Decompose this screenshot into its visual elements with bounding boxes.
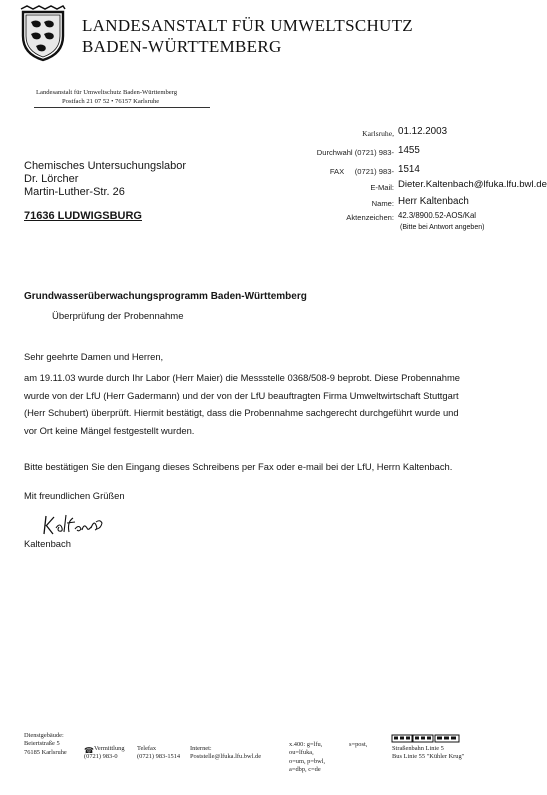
fax-value: 1514 [398, 164, 420, 175]
organization-name-line2: BADEN-WÜRTTEMBERG [82, 37, 282, 56]
paragraph1-line3: (Herr Schubert) überprüft. Hiermit bestätigt, dass die Probennahme sachgerecht durchgeführt wurde und [24, 407, 459, 418]
sender-address-line2: Postfach 21 07 52 • 76157 Karlsruhe [62, 98, 160, 105]
closing: Mit freundlichen Grüßen [24, 490, 125, 501]
date-value: 01.12.2003 [398, 126, 448, 137]
salutation: Sehr geehrte Damen und Herren, [24, 351, 164, 362]
email-label: E-Mail: [370, 183, 394, 192]
handwritten-signature [40, 512, 106, 538]
telephone-icon: ☎ [84, 746, 94, 755]
date-label: Karlsruhe, [362, 129, 394, 138]
recipient-line1: Chemisches Untersuchungslabor [24, 160, 187, 172]
sender-address-line1: Landesanstalt für Umweltschutz Baden-Württemberg [36, 89, 178, 96]
recipient-city: 71636 LUDWIGSBURG [24, 210, 142, 222]
recipient-line2: Dr. Lörcher [24, 173, 79, 185]
footer-transit: Straßenbahn Linie 5 Bus Linie 55 "Kühler Krug" [392, 745, 465, 761]
durchwahl-label: Durchwahl (0721) 983- [316, 148, 394, 157]
reference-label: Aktenzeichen: [346, 213, 394, 222]
paragraph1-line4: vor Ort keine Mängel festgestellt wurden. [24, 425, 195, 436]
footer-x400: x.400: g=lfu, ou=lfuka, o=um, p=bwl, a=dbp, c=de [289, 741, 326, 774]
footer-address: Dienstgebäude: Beiertstraße 5 76185 Karlsruhe [24, 732, 67, 756]
durchwahl-value: 1455 [398, 145, 420, 156]
name-value: Herr Kaltenbach [398, 196, 469, 207]
reference-note: (Bitte bei Antwort angeben) [400, 224, 485, 231]
paragraph1-line2: wurde von der LfU (Herr Gadermann) und der von der LfU beauftragten Firma Umweltwirtschaft Stuttgart [24, 390, 459, 401]
subject-title: Grundwasserüberwachungsprogramm Baden-Württemberg [24, 291, 307, 302]
footer-telefax: Telefax (0721) 983-1514 [137, 745, 181, 761]
fax-label: FAX (0721) 983- [329, 167, 394, 176]
coat-of-arms-icon [19, 6, 67, 62]
recipient-line3: Martin-Luther-Str. 26 [24, 186, 125, 198]
paragraph1-line1: am 19.11.03 wurde durch Ihr Labor (Herr Maier) die Messstelle 0368/508-9 beprobt. Diese Probennahme [24, 372, 460, 383]
reference-value: 42.3/8900.52-AOS/Kal [398, 211, 477, 220]
footer-switchboard: Vermittlung (0721) 983-0 [84, 745, 125, 761]
footer-x400-cont: s=post, [349, 741, 368, 748]
signer-name: Kaltenbach [24, 538, 71, 549]
footer-internet[interactable]: Internet: Poststelle@lfuka.lfu.bwl.de [190, 745, 262, 761]
name-label: Name: [371, 199, 394, 208]
organization-name-line1: LANDESANSTALT FÜR UMWELTSCHUTZ [82, 16, 413, 35]
sender-divider [34, 107, 210, 108]
subject-subtitle: Überprüfung der Probennahme [52, 311, 184, 322]
paragraph2: Bitte bestätigen Sie den Eingang dieses Schreibens per Fax oder e-mail bei der LfU, Herrn Kaltenbach. [24, 461, 453, 472]
email-value[interactable]: Dieter.Kaltenbach@lfuka.lfu.bwl.de [398, 179, 547, 190]
tram-icon [391, 734, 461, 744]
